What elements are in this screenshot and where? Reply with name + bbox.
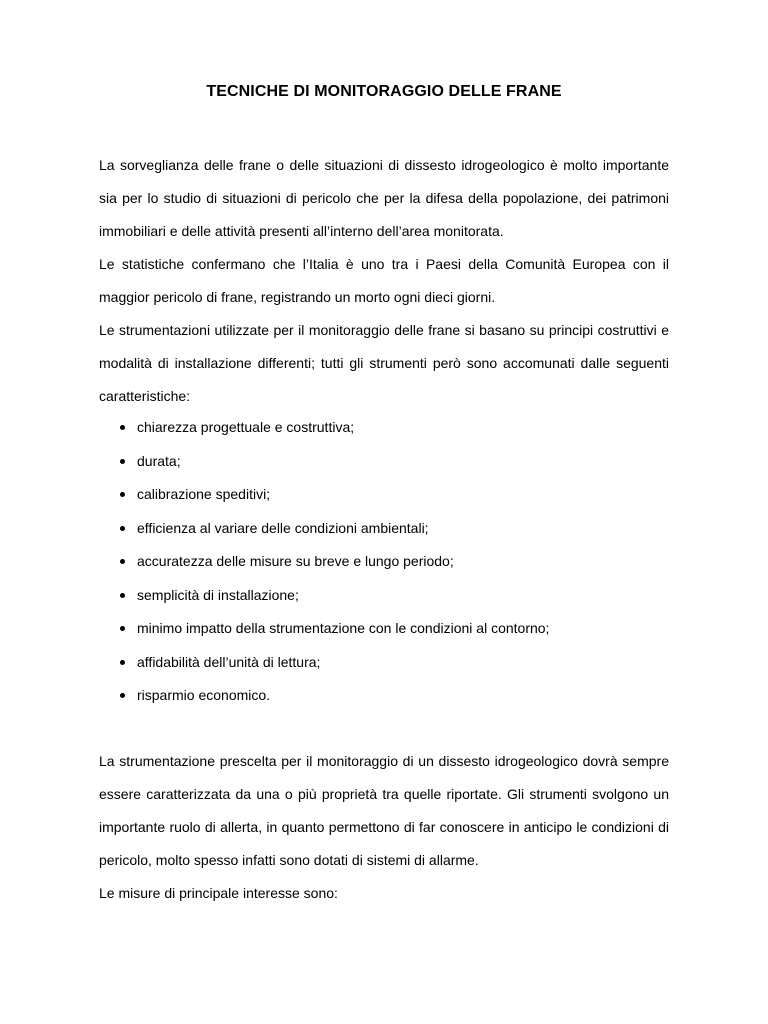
list-item xyxy=(99,579,669,613)
list-item xyxy=(99,646,669,680)
bullet-icon xyxy=(120,693,125,698)
paragraph: La sorveglianza delle frane o delle situazioni di dissesto idrogeologico è molto importante sia per lo studio di situazioni di pericolo che per la difesa della popolazione, dei patrimoni immobiliari e delle attività presenti all’interno dell’area monitorata. xyxy=(99,157,669,239)
intro-section xyxy=(99,149,669,413)
paragraph: Le strumentazioni utilizzate per il monitoraggio delle frane si basano su principi costruttivi e modalità di installazione differenti; tutti gli strumenti però sono accomunati dalle seguenti caratteristiche: xyxy=(99,322,669,404)
bullet-icon xyxy=(120,660,125,665)
paragraph: Le statistiche confermano che l’Italia è uno tra i Paesi della Comunità Europea con il maggior pericolo di frane, registrando un morto ogni dieci giorni. xyxy=(99,256,669,305)
characteristics-list-section xyxy=(99,411,669,713)
closing-section xyxy=(99,745,669,910)
bullet-icon xyxy=(120,626,125,631)
characteristics-list xyxy=(99,411,669,713)
list-item xyxy=(99,545,669,579)
list-item xyxy=(99,679,669,713)
paragraph: Le misure di principale interesse sono: xyxy=(99,885,338,901)
bullet-icon xyxy=(120,559,125,564)
list-item-text: chiarezza progettuale e costruttiva; xyxy=(137,419,355,435)
list-item-text: durata; xyxy=(137,452,181,469)
bullet-icon xyxy=(120,492,125,497)
list-item xyxy=(99,478,669,512)
list-item-text: risparmio economico. xyxy=(137,687,271,703)
list-item xyxy=(99,612,669,646)
list-item-text: affidabilità dell’unità di lettura; xyxy=(137,653,321,670)
bullet-icon xyxy=(120,425,125,430)
list-item xyxy=(99,512,669,546)
paragraph: La strumentazione prescelta per il monitoraggio di un dissesto idrogeologico dovrà sempre essere caratterizzata da una o più proprietà tra quelle riportate. Gli strumenti svolgono un importante ruolo di allerta, in quanto permettono di far conoscere in anticipo le condizioni di pericolo, molto spesso infatti sono dotati di sistemi di allarme. xyxy=(99,753,669,868)
bullet-icon xyxy=(120,459,125,464)
list-item-text: minimo impatto della strumentazione con le condizioni al contorno; xyxy=(137,620,550,636)
document-title: TECNICHE DI MONITORAGGIO DELLE FRANE xyxy=(206,83,562,100)
list-item xyxy=(99,411,669,445)
bullet-icon xyxy=(120,526,125,531)
list-item xyxy=(99,445,669,479)
bullet-icon xyxy=(120,593,125,598)
list-item-text: efficienza al variare delle condizioni ambientali; xyxy=(137,519,429,536)
list-item-text: calibrazione speditivi; xyxy=(137,486,271,502)
list-item-text: accuratezza delle misure su breve e lungo periodo; xyxy=(137,553,454,569)
list-item-text: semplicità di installazione; xyxy=(137,586,299,603)
